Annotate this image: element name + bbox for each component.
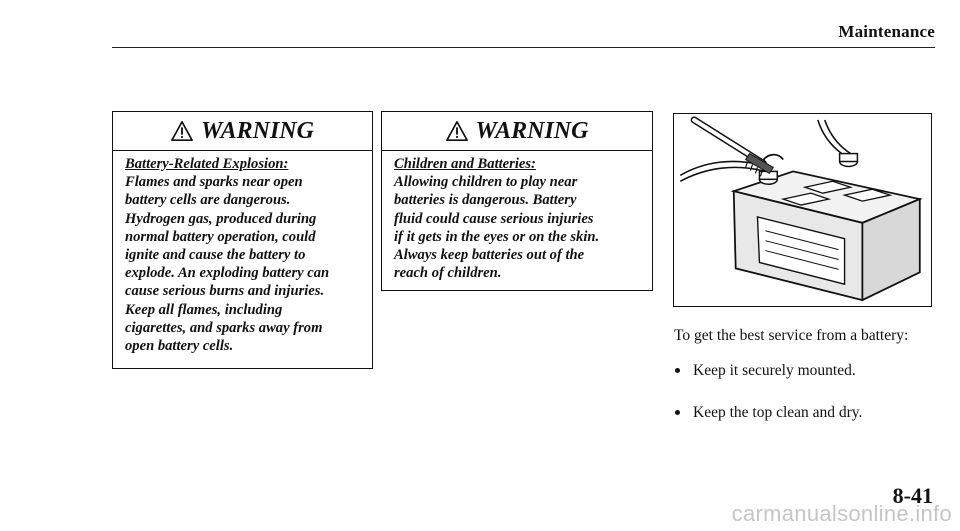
warning-line: Flames and sparks near open	[125, 174, 303, 191]
list-item	[674, 404, 862, 446]
warning-box-children-batteries	[381, 111, 653, 291]
service-tips-list	[674, 362, 862, 446]
battery-cleaning-figure	[673, 113, 932, 307]
warning-line: batteries is dangerous. Battery	[394, 192, 577, 209]
bullet-dot-icon	[675, 368, 680, 373]
warning-triangle-icon	[171, 120, 193, 142]
service-intro-text: To get the best service from a battery:	[674, 327, 909, 344]
warning-line: normal battery operation, could	[125, 228, 316, 245]
list-item-text: Keep the top clean and dry.	[693, 404, 863, 421]
header-rule	[112, 47, 935, 48]
warning-title: WARNING	[201, 117, 314, 144]
warning-line: cause serious burns and injuries.	[125, 283, 325, 300]
warning-triangle-icon	[446, 120, 468, 142]
warning-line: Allowing children to play near	[394, 174, 578, 191]
watermark-text: carmanualsonline.info	[731, 501, 952, 526]
warning-line: reach of children.	[394, 265, 502, 282]
battery-cleaning-illustration-icon	[674, 114, 931, 306]
warning-line: open battery cells.	[125, 338, 234, 355]
warning-body	[382, 151, 652, 286]
page-number: 8-41	[892, 483, 933, 508]
warning-line: Hydrogen gas, produced during	[125, 210, 317, 227]
list-item	[674, 362, 862, 404]
warning-line: cigarettes, and sparks away from	[125, 319, 323, 336]
warning-line: if it gets in the eyes or on the skin.	[394, 228, 600, 245]
warning-header	[382, 112, 652, 151]
warning-title: WARNING	[475, 117, 589, 144]
warning-line: fluid could cause serious injuries	[394, 210, 594, 227]
page-header-title: Maintenance	[838, 22, 935, 41]
warning-line: explode. An exploding battery can	[125, 265, 330, 282]
warning-line: battery cells are dangerous.	[125, 192, 291, 209]
warning-header	[113, 112, 372, 151]
warning-line: Always keep batteries out of the	[394, 247, 585, 264]
warning-subhead: Children and Batteries:	[394, 156, 536, 172]
bullet-dot-icon	[675, 410, 680, 415]
warning-line: Keep all flames, including	[125, 301, 283, 318]
list-item-text: Keep it securely mounted.	[693, 362, 856, 379]
warning-body	[113, 151, 372, 359]
warning-subhead: Battery-Related Explosion:	[125, 156, 289, 172]
warning-box-battery-explosion	[112, 111, 373, 369]
warning-line: ignite and cause the battery to	[125, 247, 306, 264]
